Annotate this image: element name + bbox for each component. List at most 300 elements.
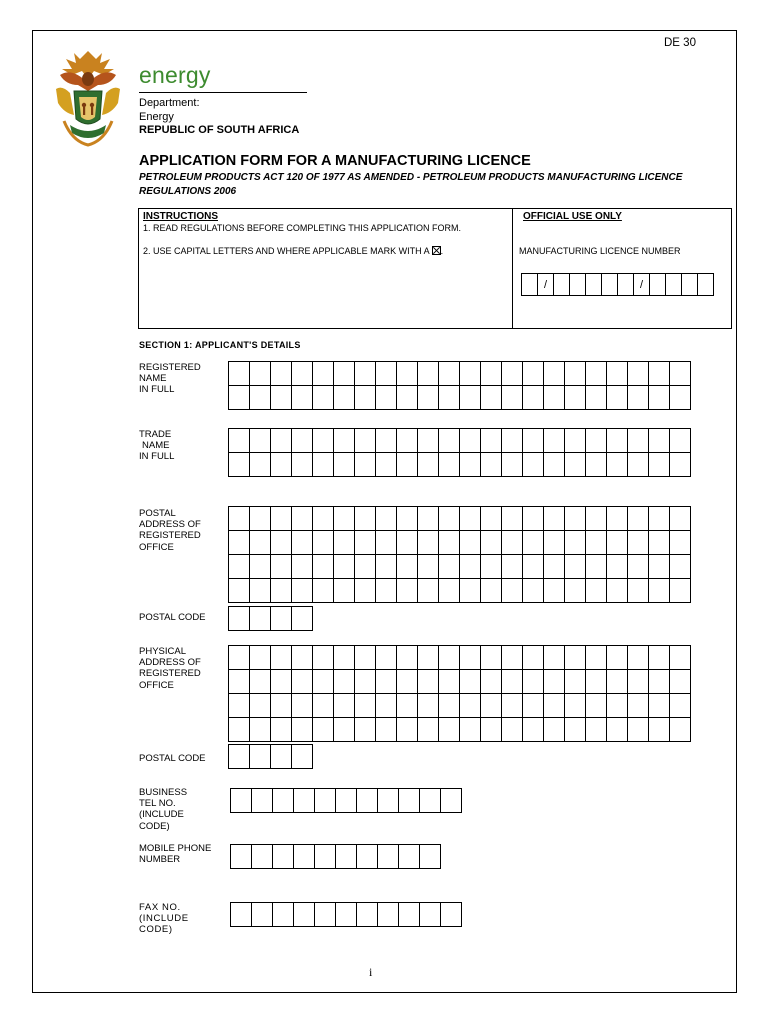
character-box[interactable]: [418, 670, 439, 694]
character-box[interactable]: [649, 507, 670, 531]
character-box[interactable]: [250, 555, 271, 579]
character-box[interactable]: [607, 386, 628, 410]
character-box[interactable]: [628, 507, 649, 531]
character-box[interactable]: [523, 718, 544, 742]
character-box[interactable]: [481, 386, 502, 410]
character-box[interactable]: [418, 531, 439, 555]
character-box[interactable]: [294, 789, 315, 813]
character-box[interactable]: [628, 531, 649, 555]
character-box[interactable]: [273, 789, 294, 813]
character-box[interactable]: [355, 694, 376, 718]
character-box[interactable]: [481, 453, 502, 477]
licence-digit-box[interactable]: [665, 273, 682, 296]
character-box[interactable]: [313, 453, 334, 477]
character-box[interactable]: [250, 362, 271, 386]
character-box[interactable]: [397, 646, 418, 670]
character-box[interactable]: [355, 453, 376, 477]
character-box[interactable]: [231, 789, 252, 813]
character-box[interactable]: [586, 646, 607, 670]
physical-address-input-grid[interactable]: [228, 645, 691, 742]
character-box[interactable]: [460, 646, 481, 670]
character-box[interactable]: [649, 453, 670, 477]
character-box[interactable]: [481, 429, 502, 453]
character-box[interactable]: [523, 670, 544, 694]
character-box[interactable]: [439, 453, 460, 477]
character-box[interactable]: [292, 670, 313, 694]
licence-digit-box[interactable]: [553, 273, 570, 296]
character-box[interactable]: [418, 694, 439, 718]
character-box[interactable]: [250, 694, 271, 718]
character-box[interactable]: [252, 903, 273, 927]
character-box[interactable]: [397, 362, 418, 386]
character-box[interactable]: [315, 789, 336, 813]
character-box[interactable]: [355, 507, 376, 531]
character-box[interactable]: [355, 718, 376, 742]
character-box[interactable]: [271, 579, 292, 603]
character-box[interactable]: [565, 386, 586, 410]
character-box[interactable]: [418, 429, 439, 453]
character-box[interactable]: [376, 531, 397, 555]
character-box[interactable]: [229, 429, 250, 453]
character-box[interactable]: [271, 607, 292, 631]
character-box[interactable]: [420, 789, 441, 813]
character-box[interactable]: [292, 507, 313, 531]
character-box[interactable]: [439, 555, 460, 579]
character-box[interactable]: [399, 789, 420, 813]
character-box[interactable]: [523, 429, 544, 453]
character-box[interactable]: [229, 386, 250, 410]
character-box[interactable]: [250, 579, 271, 603]
character-box[interactable]: [607, 670, 628, 694]
licence-digit-box[interactable]: [697, 273, 714, 296]
character-box[interactable]: [399, 845, 420, 869]
character-box[interactable]: [292, 694, 313, 718]
character-box[interactable]: [231, 903, 252, 927]
character-box[interactable]: [502, 453, 523, 477]
character-box[interactable]: [607, 453, 628, 477]
character-box[interactable]: [355, 579, 376, 603]
trade-name-input-grid[interactable]: [228, 428, 691, 477]
character-box[interactable]: [523, 507, 544, 531]
character-box[interactable]: [250, 429, 271, 453]
character-box[interactable]: [376, 670, 397, 694]
character-box[interactable]: [397, 579, 418, 603]
character-box[interactable]: [628, 386, 649, 410]
character-box[interactable]: [229, 694, 250, 718]
character-box[interactable]: [229, 745, 250, 769]
character-box[interactable]: [271, 386, 292, 410]
character-box[interactable]: [439, 646, 460, 670]
character-box[interactable]: [481, 670, 502, 694]
character-box[interactable]: [628, 453, 649, 477]
character-box[interactable]: [649, 579, 670, 603]
character-box[interactable]: [271, 718, 292, 742]
character-box[interactable]: [294, 903, 315, 927]
character-box[interactable]: [460, 718, 481, 742]
character-box[interactable]: [439, 718, 460, 742]
character-box[interactable]: [420, 845, 441, 869]
character-box[interactable]: [292, 745, 313, 769]
character-box[interactable]: [523, 386, 544, 410]
character-box[interactable]: [481, 555, 502, 579]
character-box[interactable]: [250, 453, 271, 477]
character-box[interactable]: [607, 362, 628, 386]
postal-address-input-grid[interactable]: [228, 506, 691, 603]
character-box[interactable]: [271, 429, 292, 453]
character-box[interactable]: [334, 646, 355, 670]
character-box[interactable]: [670, 555, 691, 579]
character-box[interactable]: [544, 646, 565, 670]
character-box[interactable]: [229, 579, 250, 603]
character-box[interactable]: [460, 670, 481, 694]
character-box[interactable]: [355, 646, 376, 670]
character-box[interactable]: [376, 386, 397, 410]
character-box[interactable]: [481, 531, 502, 555]
character-box[interactable]: [273, 845, 294, 869]
licence-digit-box[interactable]: [649, 273, 666, 296]
character-box[interactable]: [460, 555, 481, 579]
character-box[interactable]: [376, 453, 397, 477]
character-box[interactable]: [460, 453, 481, 477]
character-box[interactable]: [586, 531, 607, 555]
character-box[interactable]: [628, 694, 649, 718]
character-box[interactable]: [441, 789, 462, 813]
character-box[interactable]: [670, 362, 691, 386]
character-box[interactable]: [355, 362, 376, 386]
character-box[interactable]: [481, 646, 502, 670]
character-box[interactable]: [460, 579, 481, 603]
character-box[interactable]: [336, 845, 357, 869]
character-box[interactable]: [313, 579, 334, 603]
character-box[interactable]: [586, 718, 607, 742]
character-box[interactable]: [250, 507, 271, 531]
character-box[interactable]: [294, 845, 315, 869]
character-box[interactable]: [250, 531, 271, 555]
character-box[interactable]: [355, 670, 376, 694]
character-box[interactable]: [292, 453, 313, 477]
character-box[interactable]: [607, 531, 628, 555]
character-box[interactable]: [481, 718, 502, 742]
character-box[interactable]: [628, 718, 649, 742]
character-box[interactable]: [376, 507, 397, 531]
licence-digit-box[interactable]: [585, 273, 602, 296]
character-box[interactable]: [544, 555, 565, 579]
character-box[interactable]: [355, 429, 376, 453]
character-box[interactable]: [376, 579, 397, 603]
character-box[interactable]: [670, 670, 691, 694]
character-box[interactable]: [460, 694, 481, 718]
character-box[interactable]: [229, 507, 250, 531]
character-box[interactable]: [628, 555, 649, 579]
character-box[interactable]: [481, 507, 502, 531]
character-box[interactable]: [441, 903, 462, 927]
character-box[interactable]: [336, 903, 357, 927]
character-box[interactable]: [378, 845, 399, 869]
character-box[interactable]: [628, 429, 649, 453]
character-box[interactable]: [565, 670, 586, 694]
character-box[interactable]: [565, 694, 586, 718]
character-box[interactable]: [649, 646, 670, 670]
licence-digit-box[interactable]: [681, 273, 698, 296]
licence-digit-box[interactable]: [617, 273, 634, 296]
character-box[interactable]: [229, 670, 250, 694]
character-box[interactable]: [502, 362, 523, 386]
licence-digit-box[interactable]: [521, 273, 538, 296]
character-box[interactable]: [544, 429, 565, 453]
character-box[interactable]: [586, 694, 607, 718]
character-box[interactable]: [544, 670, 565, 694]
character-box[interactable]: [649, 694, 670, 718]
character-box[interactable]: [649, 718, 670, 742]
character-box[interactable]: [313, 531, 334, 555]
character-box[interactable]: [250, 607, 271, 631]
character-box[interactable]: [544, 531, 565, 555]
character-box[interactable]: [586, 386, 607, 410]
character-box[interactable]: [544, 362, 565, 386]
character-box[interactable]: [357, 789, 378, 813]
character-box[interactable]: [418, 718, 439, 742]
character-box[interactable]: [334, 579, 355, 603]
mobile-phone-input-grid[interactable]: [230, 844, 441, 869]
character-box[interactable]: [670, 386, 691, 410]
character-box[interactable]: [460, 507, 481, 531]
character-box[interactable]: [252, 789, 273, 813]
character-box[interactable]: [565, 555, 586, 579]
character-box[interactable]: [607, 694, 628, 718]
character-box[interactable]: [523, 531, 544, 555]
character-box[interactable]: [670, 579, 691, 603]
character-box[interactable]: [250, 670, 271, 694]
character-box[interactable]: [313, 507, 334, 531]
character-box[interactable]: [628, 646, 649, 670]
character-box[interactable]: [418, 453, 439, 477]
character-box[interactable]: [334, 507, 355, 531]
registered-name-input-grid[interactable]: [228, 361, 691, 410]
postal-code-2-input-grid[interactable]: [228, 744, 313, 769]
character-box[interactable]: [355, 386, 376, 410]
character-box[interactable]: [313, 670, 334, 694]
character-box[interactable]: [273, 903, 294, 927]
character-box[interactable]: [229, 555, 250, 579]
character-box[interactable]: [292, 362, 313, 386]
character-box[interactable]: [229, 607, 250, 631]
character-box[interactable]: [481, 579, 502, 603]
character-box[interactable]: [670, 507, 691, 531]
character-box[interactable]: [649, 555, 670, 579]
character-box[interactable]: [439, 429, 460, 453]
character-box[interactable]: [250, 745, 271, 769]
character-box[interactable]: [502, 507, 523, 531]
character-box[interactable]: [357, 903, 378, 927]
character-box[interactable]: [334, 694, 355, 718]
character-box[interactable]: [670, 694, 691, 718]
character-box[interactable]: [481, 362, 502, 386]
character-box[interactable]: [376, 362, 397, 386]
character-box[interactable]: [397, 453, 418, 477]
character-box[interactable]: [334, 670, 355, 694]
character-box[interactable]: [292, 718, 313, 742]
character-box[interactable]: [502, 718, 523, 742]
character-box[interactable]: [523, 362, 544, 386]
character-box[interactable]: [565, 531, 586, 555]
character-box[interactable]: [544, 579, 565, 603]
character-box[interactable]: [397, 531, 418, 555]
character-box[interactable]: [607, 579, 628, 603]
character-box[interactable]: [292, 386, 313, 410]
character-box[interactable]: [586, 453, 607, 477]
postal-code-1-input-grid[interactable]: [228, 606, 313, 631]
character-box[interactable]: [292, 579, 313, 603]
character-box[interactable]: [502, 579, 523, 603]
character-box[interactable]: [357, 845, 378, 869]
character-box[interactable]: [481, 694, 502, 718]
character-box[interactable]: [292, 607, 313, 631]
character-box[interactable]: [229, 531, 250, 555]
character-box[interactable]: [607, 429, 628, 453]
character-box[interactable]: [418, 646, 439, 670]
character-box[interactable]: [313, 646, 334, 670]
character-box[interactable]: [439, 362, 460, 386]
character-box[interactable]: [439, 531, 460, 555]
character-box[interactable]: [355, 531, 376, 555]
character-box[interactable]: [670, 429, 691, 453]
character-box[interactable]: [250, 646, 271, 670]
character-box[interactable]: [649, 531, 670, 555]
character-box[interactable]: [565, 507, 586, 531]
character-box[interactable]: [565, 718, 586, 742]
character-box[interactable]: [418, 507, 439, 531]
character-box[interactable]: [292, 555, 313, 579]
character-box[interactable]: [229, 646, 250, 670]
character-box[interactable]: [502, 555, 523, 579]
character-box[interactable]: [670, 646, 691, 670]
character-box[interactable]: [292, 646, 313, 670]
character-box[interactable]: [334, 386, 355, 410]
character-box[interactable]: [271, 555, 292, 579]
character-box[interactable]: [418, 362, 439, 386]
character-box[interactable]: [460, 531, 481, 555]
character-box[interactable]: [544, 694, 565, 718]
character-box[interactable]: [334, 555, 355, 579]
character-box[interactable]: [586, 670, 607, 694]
character-box[interactable]: [315, 845, 336, 869]
character-box[interactable]: [418, 579, 439, 603]
character-box[interactable]: [628, 670, 649, 694]
character-box[interactable]: [418, 555, 439, 579]
character-box[interactable]: [271, 745, 292, 769]
character-box[interactable]: [565, 429, 586, 453]
character-box[interactable]: [420, 903, 441, 927]
character-box[interactable]: [439, 670, 460, 694]
character-box[interactable]: [586, 362, 607, 386]
character-box[interactable]: [271, 362, 292, 386]
character-box[interactable]: [649, 386, 670, 410]
character-box[interactable]: [649, 429, 670, 453]
character-box[interactable]: [313, 362, 334, 386]
character-box[interactable]: [378, 789, 399, 813]
character-box[interactable]: [523, 579, 544, 603]
character-box[interactable]: [502, 646, 523, 670]
character-box[interactable]: [544, 453, 565, 477]
character-box[interactable]: [355, 555, 376, 579]
character-box[interactable]: [586, 507, 607, 531]
character-box[interactable]: [271, 507, 292, 531]
character-box[interactable]: [315, 903, 336, 927]
character-box[interactable]: [334, 453, 355, 477]
character-box[interactable]: [334, 429, 355, 453]
character-box[interactable]: [670, 531, 691, 555]
character-box[interactable]: [628, 362, 649, 386]
character-box[interactable]: [313, 694, 334, 718]
character-box[interactable]: [292, 429, 313, 453]
character-box[interactable]: [334, 531, 355, 555]
character-box[interactable]: [439, 694, 460, 718]
character-box[interactable]: [231, 845, 252, 869]
character-box[interactable]: [565, 362, 586, 386]
character-box[interactable]: [460, 362, 481, 386]
character-box[interactable]: [523, 555, 544, 579]
character-box[interactable]: [670, 718, 691, 742]
character-box[interactable]: [565, 579, 586, 603]
character-box[interactable]: [502, 531, 523, 555]
character-box[interactable]: [397, 670, 418, 694]
character-box[interactable]: [271, 531, 292, 555]
character-box[interactable]: [607, 507, 628, 531]
character-box[interactable]: [229, 362, 250, 386]
character-box[interactable]: [397, 555, 418, 579]
character-box[interactable]: [649, 362, 670, 386]
character-box[interactable]: [439, 507, 460, 531]
character-box[interactable]: [586, 555, 607, 579]
character-box[interactable]: [313, 555, 334, 579]
character-box[interactable]: [271, 646, 292, 670]
character-box[interactable]: [334, 718, 355, 742]
character-box[interactable]: [252, 845, 273, 869]
licence-digit-box[interactable]: [601, 273, 618, 296]
character-box[interactable]: [376, 555, 397, 579]
character-box[interactable]: [271, 453, 292, 477]
character-box[interactable]: [544, 718, 565, 742]
character-box[interactable]: [628, 579, 649, 603]
character-box[interactable]: [292, 531, 313, 555]
character-box[interactable]: [544, 386, 565, 410]
character-box[interactable]: [376, 718, 397, 742]
character-box[interactable]: [313, 429, 334, 453]
character-box[interactable]: [334, 362, 355, 386]
character-box[interactable]: [313, 386, 334, 410]
character-box[interactable]: [649, 670, 670, 694]
character-box[interactable]: [586, 579, 607, 603]
character-box[interactable]: [502, 670, 523, 694]
character-box[interactable]: [399, 903, 420, 927]
character-box[interactable]: [250, 718, 271, 742]
character-box[interactable]: [397, 694, 418, 718]
character-box[interactable]: [376, 429, 397, 453]
licence-digit-box[interactable]: [569, 273, 586, 296]
character-box[interactable]: [460, 429, 481, 453]
character-box[interactable]: [586, 429, 607, 453]
character-box[interactable]: [397, 386, 418, 410]
character-box[interactable]: [607, 718, 628, 742]
character-box[interactable]: [376, 646, 397, 670]
character-box[interactable]: [670, 453, 691, 477]
fax-no-input-grid[interactable]: [230, 902, 462, 927]
character-box[interactable]: [502, 694, 523, 718]
character-box[interactable]: [418, 386, 439, 410]
character-box[interactable]: [397, 507, 418, 531]
character-box[interactable]: [376, 694, 397, 718]
character-box[interactable]: [313, 718, 334, 742]
